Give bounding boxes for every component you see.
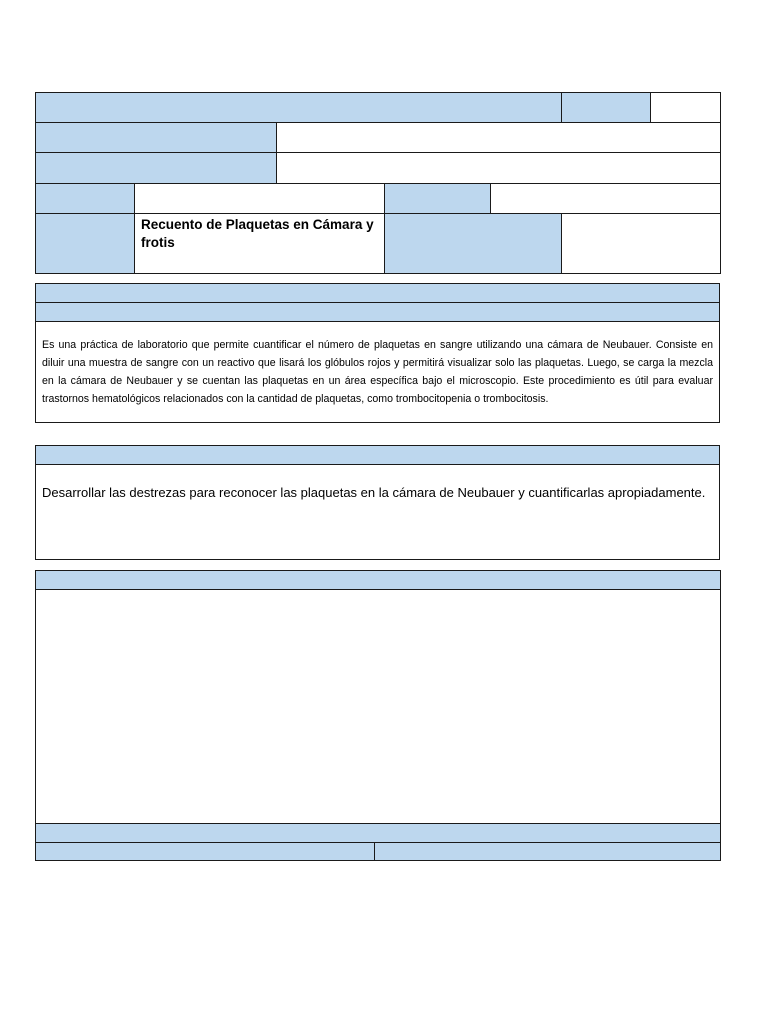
practice-title <box>135 214 385 274</box>
header-row3-label-cell <box>36 153 277 184</box>
objective-text: Desarrollar las destrezas para reconocer las plaquetas en la cámara de Neubauer y cuantificarlas apropiadamente. <box>36 465 720 560</box>
objective-section <box>35 445 720 560</box>
header-row2-label-cell <box>36 123 277 153</box>
header-row4-value-cell <box>135 184 385 214</box>
footer-right-cell <box>375 843 721 861</box>
header-code-value-cell <box>651 93 721 123</box>
footer-left-cell <box>36 843 375 861</box>
header-title-cell <box>36 93 562 123</box>
header-row3-value-cell <box>277 153 721 184</box>
header-code-label-cell <box>562 93 651 123</box>
objective-header-bar <box>36 446 720 465</box>
header-row5-label2-cell <box>385 214 562 274</box>
header-row4-label-cell <box>36 184 135 214</box>
header-row5-value2-cell <box>562 214 721 274</box>
header-row4-label2-cell <box>385 184 491 214</box>
practice-title-line1: Recuento de Plaquetas en Cámara y <box>141 217 374 232</box>
header-row2-value-cell <box>277 123 721 153</box>
content-section <box>35 570 720 861</box>
introduction-section <box>35 283 720 423</box>
header-row4-value2-cell <box>491 184 721 214</box>
footer-header-bar <box>36 824 721 843</box>
introduction-text: Es una práctica de laboratorio que permite cuantificar el número de plaquetas en sangre utilizando una cámara de Neubauer. Consiste en diluir una muestra de sangre con un reactivo que lisará los glóbulos rojos y permitirá visualizar solo las plaquetas. Luego, se carga la mezcla en la cámara de Neubauer y se cuentan las plaquetas en un área específica bajo el microscopio. Este procedimiento es útil para evaluar trastornos hematológicos relacionados con la cantidad de plaquetas, como trombocitopenia o trombocitosis. <box>36 322 720 423</box>
practice-title-line2: frotis <box>141 235 175 250</box>
header-table <box>35 92 720 274</box>
content-header-bar <box>36 571 721 590</box>
introduction-subheader-bar <box>36 303 720 322</box>
introduction-header-bar <box>36 284 720 303</box>
header-row5-label-cell <box>36 214 135 274</box>
content-body <box>36 590 721 824</box>
